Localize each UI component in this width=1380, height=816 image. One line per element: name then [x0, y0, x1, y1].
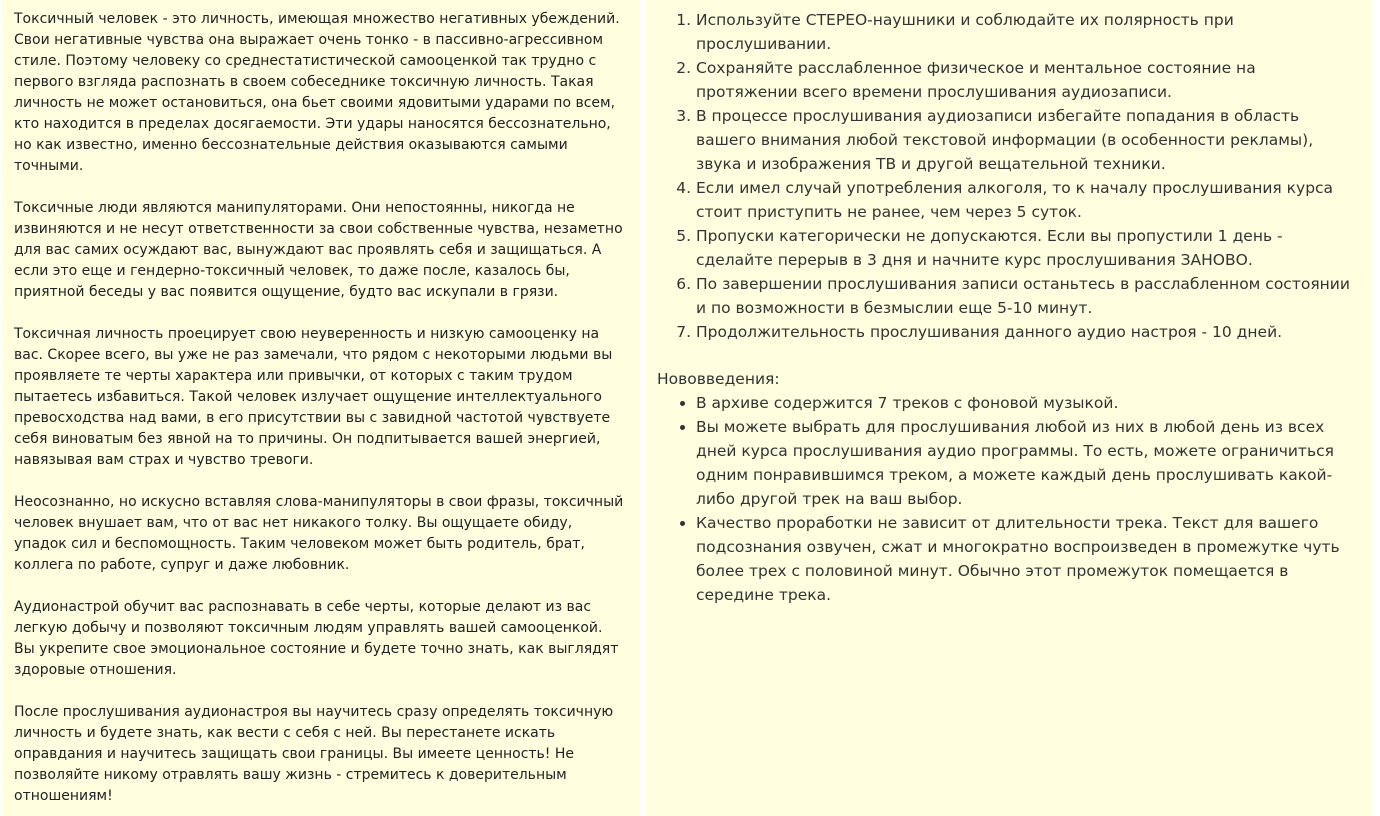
rule-item: 2. Сохраняйте расслабленное физическое и ментальное состояние на протяжении всего времени прослушивания аудиозаписи. [696, 56, 1360, 104]
rule-item: 6. По завершении прослушивания записи останьтесь в расслабленном состоянии и по возможности в безмыслии еще 5-10 минут. [696, 272, 1360, 320]
news-title: Нововведения: [657, 370, 780, 388]
news-list [657, 391, 1360, 607]
rule-item: 5. Пропуски категорически не допускаются. Если вы пропустили 1 день - сделайте перерыв в 3 дня и начните курс прослушивания ЗАНОВО. [696, 224, 1360, 272]
rule-item: 3. В процессе прослушивания аудиозаписи избегайте попадания в область вашего внимания любой текстовой информации (в особенности рекламы), звука и изображения ТВ и другой вещательной техники. [696, 104, 1360, 176]
description-paragraph-1: Токсичный человек - это личность, имеющая множество негативных убеждений. Свои негативные чувства она выражает очень тонко - в пассивно-агрессивном стиле. Поэтому человеку со среднестатистической самооценкой так трудно с первого взгляда распознать в своем собеседнике токсичную личность. Такая личность не может остановиться, она бьет своими ядовитыми ударами по всем, кто находится в пределах досягаемости. Эти удары наносятся бессознательно, но как известно, именно бессознательные действия оказываются самыми точными. [14, 11, 620, 174]
news-item: • Качество проработки не зависит от длительности трека. Текст для вашего подсознания озвучен, сжат и многократно воспроизведен в промежутке чуть более трех с половиной минут. Обычно этот промежуток помещается в середине трека. [696, 511, 1360, 607]
news-item: • В архиве содержится 7 треков с фоновой музыкой. [696, 391, 1360, 415]
instructions-panel [645, 0, 1372, 816]
description-paragraph-6: После прослушивания аудионастроя вы научитесь сразу определять токсичную личность и будете знать, как вести с себя с ней. Вы перестанете искать оправдания и научитесь защищать свои границы. Вы имеете ценность! Не позволяйте никому отравлять вашу жизнь - стремитесь к доверительным отношениям! [14, 704, 614, 804]
rule-item: 1. Используйте СТЕРЕО-наушники и соблюдайте их полярность при прослушивании. [696, 8, 1360, 56]
news-item: • Вы можете выбрать для прослушивания любой из них в любой день из всех дней курса прослушивания аудио программы. То есть, можете ограничиться одним понравившимся треком, а можете каждый день прослушивать какой-либо другой трек на ваш выбор. [696, 415, 1360, 511]
description-paragraph-5: Аудионастрой обучит вас распознавать в себе черты, которые делают из вас легкую добычу и позволяют токсичным людям управлять вашей самооценкой. Вы укрепите свое эмоциональное состояние и будете точно знать, как выглядят здоровые отношения. [14, 599, 619, 678]
description-paragraph-4: Неосознанно, но искусно вставляя слова-манипуляторы в свои фразы, токсичный человек внушает вам, что от вас нет никакого толку. Вы ощущаете обиду, упадок сил и беспомощность. Таким человеком может быть родитель, брат, коллега по работе, супруг и даже любовник. [14, 494, 624, 573]
rule-item: 7. Продолжительность прослушивания данного аудио настроя - 10 дней. [696, 320, 1360, 344]
description-panel [2, 0, 639, 816]
description-paragraph-3: Токсичная личность проецирует свою неуверенность и низкую самооценку на вас. Скорее всего, вы уже не раз замечали, что рядом с некоторыми людьми вы проявляете те черты характера или привычки, от которых с таким трудом пытаетесь избавиться. Такой человек излучает ощущение интеллектуального превосходства над вами, в его присутствии вы с завидной частотой чувствуете себя виноватым без явной на то причины. Он подпитывается вашей энергией, навязывая вам страх и чувство тревоги. [14, 326, 613, 468]
rule-item: 4. Если имел случай употребления алкоголя, то к началу прослушивания курса стоит приступить не ранее, чем через 5 суток. [696, 176, 1360, 224]
description-paragraph-2: Токсичные люди являются манипуляторами. Они непостоянны, никогда не извиняются и не несут ответственности за свои собственные чувства, незаметно для вас самих осуждают вас, вынуждают вас проявлять себя и защищаться. А если это еще и гендерно-токсичный человек, то даже после, казалось бы, приятной беседы у вас появится ощущение, будто вас искупали в грязи. [14, 200, 623, 300]
rules-list [657, 8, 1360, 344]
